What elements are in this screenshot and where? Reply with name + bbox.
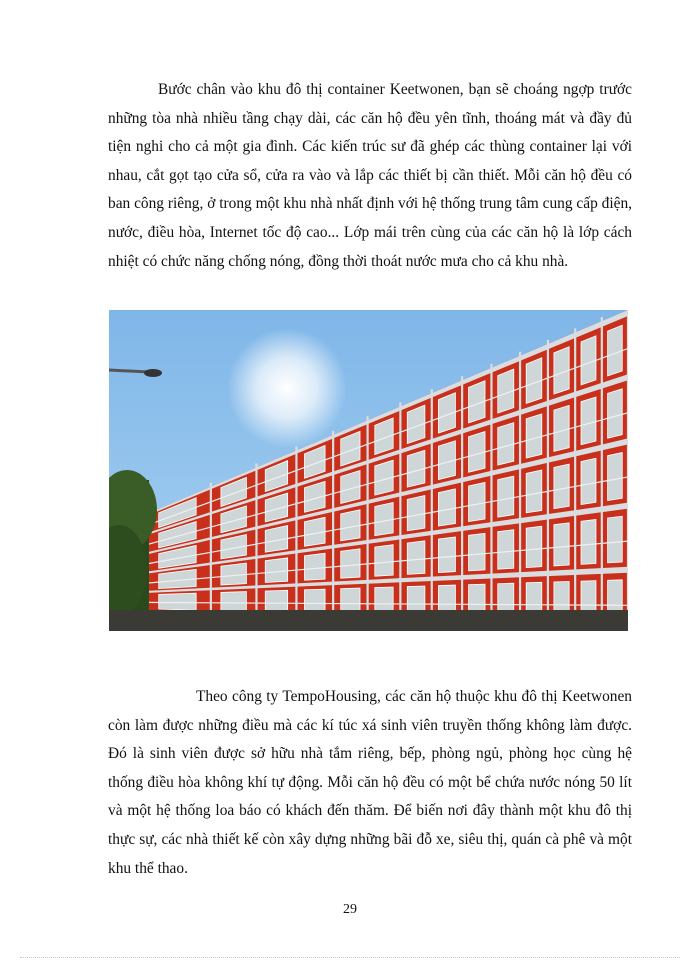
sun-flare — [227, 328, 347, 448]
window — [438, 489, 455, 526]
window — [375, 502, 393, 535]
window — [407, 541, 425, 575]
window — [608, 516, 623, 563]
window — [526, 526, 542, 567]
window — [221, 563, 247, 585]
page-border — [20, 957, 680, 958]
window — [498, 423, 514, 465]
window — [159, 593, 196, 610]
page-number: 29 — [343, 902, 357, 917]
window — [469, 482, 485, 521]
window — [305, 553, 326, 580]
window — [608, 325, 623, 376]
window — [581, 458, 596, 504]
window — [265, 558, 287, 583]
window — [581, 519, 596, 564]
container-housing-illustration — [109, 310, 628, 631]
window — [608, 452, 623, 500]
body-paragraph-2: Theo công ty TempoHousing, các căn hộ thuộc khu đô thị Keetwonen còn làm được những điều mà các kí túc xá sinh viên truyền thống không làm được. Đó là sinh viên được sở hữu nhà tắm riêng, bếp, phòng ngủ, phòng học cùng hệ thống điều hòa không khí tự động. Mỗi căn hộ đều có một bể chứa nước nóng 50 lít và một hệ thống loa báo có khách đến thăm. Để biến nơi đây thành một khu đô thị thực sự, các nhà thiết kế còn xây dựng những bãi đỗ xe, siêu thị, quán cà phê và một khu thể thao. — [108, 688, 632, 877]
window — [608, 389, 623, 438]
window — [375, 545, 393, 576]
window — [341, 549, 360, 578]
window — [554, 523, 569, 566]
window — [526, 414, 542, 458]
body-paragraph-1: Bước chân vào khu đô thị container Keetwonen, bạn sẽ choáng ngợp trước những tòa nhà nhiều tầng chạy dài, các căn hộ đều yên tĩnh, thoáng mát và đầy đủ tiện nghi cho cả một gia đình. Các kiến trúc sư đã ghép các thùng container lại với nhau, cắt gọt tạo cửa sổ, cửa ra vào và lắp các thiết bị cần thiết. Mỗi căn hộ đều có ban công riêng, ở trong một khu nhà nhất định với hệ thống trung tâm cung cấp điện, nước, điều hòa, Internet tốc độ cao... Lớp mái trên cùng của các căn hộ là lớp cách nhiệt có chức năng chống nóng, đồng thời thoát nước mưa cho cả khu nhà. — [108, 81, 632, 270]
window — [469, 432, 485, 473]
window — [438, 537, 455, 573]
window — [469, 533, 485, 571]
window — [526, 470, 542, 513]
container-housing-photo — [109, 310, 628, 631]
window — [581, 336, 596, 385]
window — [554, 464, 569, 509]
window — [498, 476, 514, 517]
window — [341, 510, 360, 541]
window — [581, 397, 596, 445]
window — [554, 405, 569, 451]
window — [498, 530, 514, 569]
window — [221, 592, 247, 613]
window — [407, 496, 425, 531]
